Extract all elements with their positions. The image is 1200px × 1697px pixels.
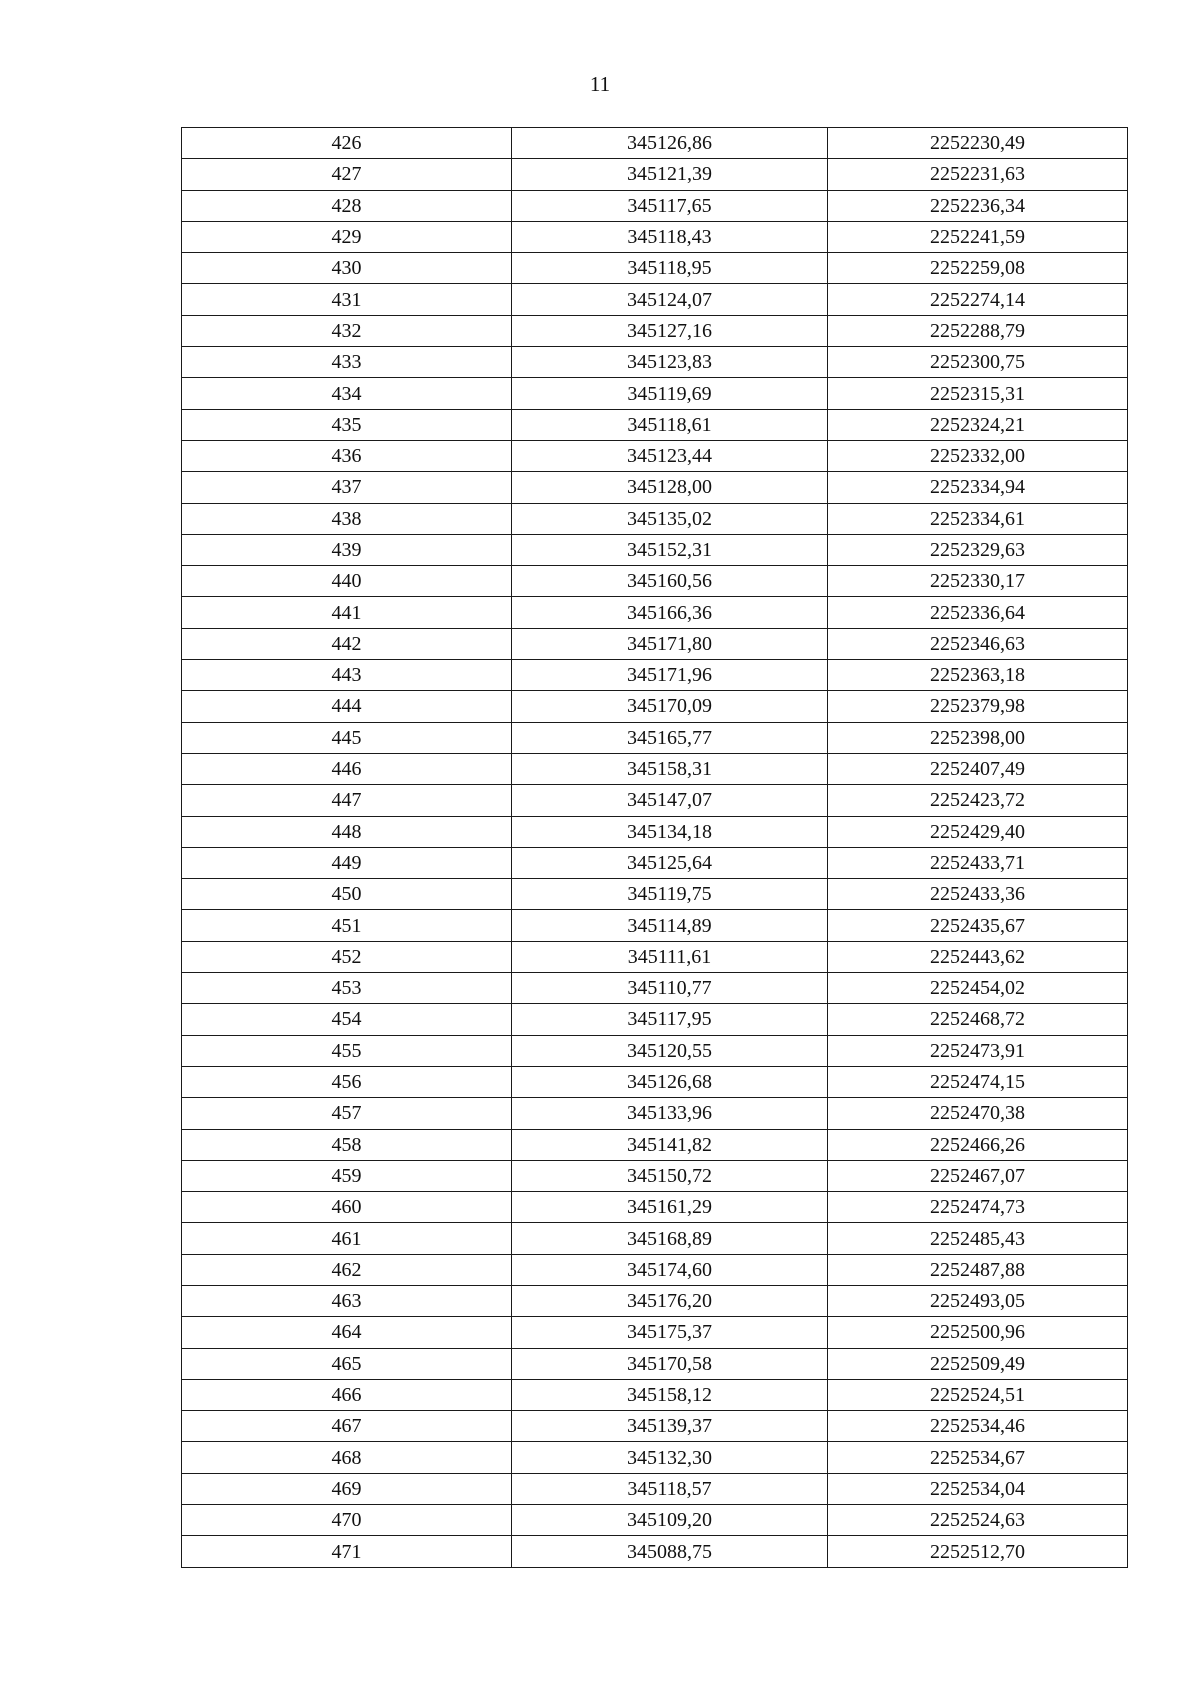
point-number-cell: 434 bbox=[182, 378, 512, 409]
table-row bbox=[182, 253, 1128, 284]
point-number-cell: 466 bbox=[182, 1379, 512, 1410]
x-coordinate-cell: 345127,16 bbox=[512, 315, 828, 346]
point-number-cell: 431 bbox=[182, 284, 512, 315]
point-number-cell: 468 bbox=[182, 1442, 512, 1473]
y-coordinate-cell: 2252332,00 bbox=[828, 440, 1128, 471]
x-coordinate-cell: 345171,80 bbox=[512, 628, 828, 659]
point-number-cell: 471 bbox=[182, 1536, 512, 1567]
point-number-cell: 444 bbox=[182, 691, 512, 722]
y-coordinate-cell: 2252443,62 bbox=[828, 941, 1128, 972]
table-row bbox=[182, 816, 1128, 847]
x-coordinate-cell: 345152,31 bbox=[512, 534, 828, 565]
table-row bbox=[182, 1223, 1128, 1254]
y-coordinate-cell: 2252330,17 bbox=[828, 566, 1128, 597]
y-coordinate-cell: 2252435,67 bbox=[828, 910, 1128, 941]
x-coordinate-cell: 345109,20 bbox=[512, 1505, 828, 1536]
y-coordinate-cell: 2252324,21 bbox=[828, 409, 1128, 440]
y-coordinate-cell: 2252524,63 bbox=[828, 1505, 1128, 1536]
point-number-cell: 426 bbox=[182, 128, 512, 159]
x-coordinate-cell: 345111,61 bbox=[512, 941, 828, 972]
y-coordinate-cell: 2252470,38 bbox=[828, 1098, 1128, 1129]
y-coordinate-cell: 2252230,49 bbox=[828, 128, 1128, 159]
x-coordinate-cell: 345126,86 bbox=[512, 128, 828, 159]
x-coordinate-cell: 345161,29 bbox=[512, 1192, 828, 1223]
y-coordinate-cell: 2252500,96 bbox=[828, 1317, 1128, 1348]
point-number-cell: 447 bbox=[182, 785, 512, 816]
table-row bbox=[182, 1536, 1128, 1567]
x-coordinate-cell: 345120,55 bbox=[512, 1035, 828, 1066]
x-coordinate-cell: 345135,02 bbox=[512, 503, 828, 534]
point-number-cell: 452 bbox=[182, 941, 512, 972]
table-row bbox=[182, 440, 1128, 471]
table-row bbox=[182, 1473, 1128, 1504]
y-coordinate-cell: 2252363,18 bbox=[828, 660, 1128, 691]
point-number-cell: 440 bbox=[182, 566, 512, 597]
y-coordinate-cell: 2252288,79 bbox=[828, 315, 1128, 346]
x-coordinate-cell: 345165,77 bbox=[512, 722, 828, 753]
y-coordinate-cell: 2252236,34 bbox=[828, 190, 1128, 221]
x-coordinate-cell: 345128,00 bbox=[512, 472, 828, 503]
table-row bbox=[182, 1254, 1128, 1285]
table-row bbox=[182, 722, 1128, 753]
point-number-cell: 461 bbox=[182, 1223, 512, 1254]
table-row bbox=[182, 1317, 1128, 1348]
y-coordinate-cell: 2252512,70 bbox=[828, 1536, 1128, 1567]
y-coordinate-cell: 2252534,46 bbox=[828, 1411, 1128, 1442]
table-row bbox=[182, 1411, 1128, 1442]
y-coordinate-cell: 2252334,94 bbox=[828, 472, 1128, 503]
y-coordinate-cell: 2252346,63 bbox=[828, 628, 1128, 659]
table-row bbox=[182, 1004, 1128, 1035]
point-number-cell: 448 bbox=[182, 816, 512, 847]
y-coordinate-cell: 2252334,61 bbox=[828, 503, 1128, 534]
x-coordinate-cell: 345110,77 bbox=[512, 973, 828, 1004]
x-coordinate-cell: 345124,07 bbox=[512, 284, 828, 315]
table-row bbox=[182, 973, 1128, 1004]
point-number-cell: 451 bbox=[182, 910, 512, 941]
point-number-cell: 432 bbox=[182, 315, 512, 346]
table-row bbox=[182, 1098, 1128, 1129]
x-coordinate-cell: 345171,96 bbox=[512, 660, 828, 691]
x-coordinate-cell: 345150,72 bbox=[512, 1160, 828, 1191]
table-row bbox=[182, 753, 1128, 784]
point-number-cell: 433 bbox=[182, 347, 512, 378]
y-coordinate-cell: 2252454,02 bbox=[828, 973, 1128, 1004]
x-coordinate-cell: 345133,96 bbox=[512, 1098, 828, 1129]
table-row bbox=[182, 190, 1128, 221]
y-coordinate-cell: 2252473,91 bbox=[828, 1035, 1128, 1066]
table-row bbox=[182, 1129, 1128, 1160]
point-number-cell: 462 bbox=[182, 1254, 512, 1285]
x-coordinate-cell: 345114,89 bbox=[512, 910, 828, 941]
table-row bbox=[182, 503, 1128, 534]
point-number-cell: 439 bbox=[182, 534, 512, 565]
table-row bbox=[182, 628, 1128, 659]
x-coordinate-cell: 345141,82 bbox=[512, 1129, 828, 1160]
x-coordinate-cell: 345123,44 bbox=[512, 440, 828, 471]
point-number-cell: 427 bbox=[182, 159, 512, 190]
y-coordinate-cell: 2252336,64 bbox=[828, 597, 1128, 628]
point-number-cell: 454 bbox=[182, 1004, 512, 1035]
x-coordinate-cell: 345160,56 bbox=[512, 566, 828, 597]
x-coordinate-cell: 345119,75 bbox=[512, 879, 828, 910]
y-coordinate-cell: 2252231,63 bbox=[828, 159, 1128, 190]
point-number-cell: 458 bbox=[182, 1129, 512, 1160]
y-coordinate-cell: 2252433,71 bbox=[828, 847, 1128, 878]
table-row bbox=[182, 221, 1128, 252]
page-number: 11 bbox=[589, 72, 611, 96]
y-coordinate-cell: 2252433,36 bbox=[828, 879, 1128, 910]
x-coordinate-cell: 345176,20 bbox=[512, 1285, 828, 1316]
coordinates-table bbox=[181, 127, 1128, 1568]
y-coordinate-cell: 2252474,73 bbox=[828, 1192, 1128, 1223]
point-number-cell: 460 bbox=[182, 1192, 512, 1223]
point-number-cell: 429 bbox=[182, 221, 512, 252]
y-coordinate-cell: 2252474,15 bbox=[828, 1066, 1128, 1097]
y-coordinate-cell: 2252467,07 bbox=[828, 1160, 1128, 1191]
y-coordinate-cell: 2252487,88 bbox=[828, 1254, 1128, 1285]
table-row bbox=[182, 910, 1128, 941]
table-row bbox=[182, 128, 1128, 159]
point-number-cell: 438 bbox=[182, 503, 512, 534]
y-coordinate-cell: 2252315,31 bbox=[828, 378, 1128, 409]
y-coordinate-cell: 2252423,72 bbox=[828, 785, 1128, 816]
point-number-cell: 455 bbox=[182, 1035, 512, 1066]
point-number-cell: 443 bbox=[182, 660, 512, 691]
point-number-cell: 445 bbox=[182, 722, 512, 753]
y-coordinate-cell: 2252429,40 bbox=[828, 816, 1128, 847]
x-coordinate-cell: 345118,57 bbox=[512, 1473, 828, 1504]
x-coordinate-cell: 345119,69 bbox=[512, 378, 828, 409]
table-row bbox=[182, 1035, 1128, 1066]
x-coordinate-cell: 345117,65 bbox=[512, 190, 828, 221]
coordinates-table-body bbox=[182, 128, 1128, 1568]
x-coordinate-cell: 345126,68 bbox=[512, 1066, 828, 1097]
x-coordinate-cell: 345118,43 bbox=[512, 221, 828, 252]
table-row bbox=[182, 1285, 1128, 1316]
y-coordinate-cell: 2252534,04 bbox=[828, 1473, 1128, 1504]
table-row bbox=[182, 660, 1128, 691]
table-row bbox=[182, 597, 1128, 628]
x-coordinate-cell: 345158,31 bbox=[512, 753, 828, 784]
point-number-cell: 470 bbox=[182, 1505, 512, 1536]
y-coordinate-cell: 2252509,49 bbox=[828, 1348, 1128, 1379]
point-number-cell: 436 bbox=[182, 440, 512, 471]
point-number-cell: 446 bbox=[182, 753, 512, 784]
x-coordinate-cell: 345168,89 bbox=[512, 1223, 828, 1254]
point-number-cell: 450 bbox=[182, 879, 512, 910]
y-coordinate-cell: 2252485,43 bbox=[828, 1223, 1128, 1254]
point-number-cell: 469 bbox=[182, 1473, 512, 1504]
x-coordinate-cell: 345125,64 bbox=[512, 847, 828, 878]
table-row bbox=[182, 566, 1128, 597]
x-coordinate-cell: 345118,61 bbox=[512, 409, 828, 440]
x-coordinate-cell: 345170,09 bbox=[512, 691, 828, 722]
table-row bbox=[182, 1348, 1128, 1379]
table-row bbox=[182, 941, 1128, 972]
point-number-cell: 465 bbox=[182, 1348, 512, 1379]
x-coordinate-cell: 345123,83 bbox=[512, 347, 828, 378]
x-coordinate-cell: 345147,07 bbox=[512, 785, 828, 816]
x-coordinate-cell: 345117,95 bbox=[512, 1004, 828, 1035]
y-coordinate-cell: 2252468,72 bbox=[828, 1004, 1128, 1035]
table-row bbox=[182, 691, 1128, 722]
table-row bbox=[182, 1505, 1128, 1536]
point-number-cell: 463 bbox=[182, 1285, 512, 1316]
x-coordinate-cell: 345132,30 bbox=[512, 1442, 828, 1473]
x-coordinate-cell: 345121,39 bbox=[512, 159, 828, 190]
table-row bbox=[182, 472, 1128, 503]
x-coordinate-cell: 345166,36 bbox=[512, 597, 828, 628]
y-coordinate-cell: 2252534,67 bbox=[828, 1442, 1128, 1473]
x-coordinate-cell: 345088,75 bbox=[512, 1536, 828, 1567]
table-row bbox=[182, 847, 1128, 878]
table-row bbox=[182, 879, 1128, 910]
point-number-cell: 456 bbox=[182, 1066, 512, 1097]
y-coordinate-cell: 2252274,14 bbox=[828, 284, 1128, 315]
y-coordinate-cell: 2252379,98 bbox=[828, 691, 1128, 722]
table-row bbox=[182, 1379, 1128, 1410]
y-coordinate-cell: 2252300,75 bbox=[828, 347, 1128, 378]
y-coordinate-cell: 2252407,49 bbox=[828, 753, 1128, 784]
point-number-cell: 459 bbox=[182, 1160, 512, 1191]
table-row bbox=[182, 378, 1128, 409]
y-coordinate-cell: 2252466,26 bbox=[828, 1129, 1128, 1160]
point-number-cell: 428 bbox=[182, 190, 512, 221]
point-number-cell: 453 bbox=[182, 973, 512, 1004]
y-coordinate-cell: 2252329,63 bbox=[828, 534, 1128, 565]
x-coordinate-cell: 345175,37 bbox=[512, 1317, 828, 1348]
point-number-cell: 441 bbox=[182, 597, 512, 628]
table-row bbox=[182, 159, 1128, 190]
table-row bbox=[182, 409, 1128, 440]
x-coordinate-cell: 345174,60 bbox=[512, 1254, 828, 1285]
y-coordinate-cell: 2252524,51 bbox=[828, 1379, 1128, 1410]
point-number-cell: 449 bbox=[182, 847, 512, 878]
point-number-cell: 430 bbox=[182, 253, 512, 284]
point-number-cell: 467 bbox=[182, 1411, 512, 1442]
table-row bbox=[182, 534, 1128, 565]
point-number-cell: 437 bbox=[182, 472, 512, 503]
table-row bbox=[182, 1192, 1128, 1223]
x-coordinate-cell: 345139,37 bbox=[512, 1411, 828, 1442]
point-number-cell: 464 bbox=[182, 1317, 512, 1348]
table-row bbox=[182, 785, 1128, 816]
x-coordinate-cell: 345134,18 bbox=[512, 816, 828, 847]
y-coordinate-cell: 2252241,59 bbox=[828, 221, 1128, 252]
x-coordinate-cell: 345118,95 bbox=[512, 253, 828, 284]
table-row bbox=[182, 1066, 1128, 1097]
y-coordinate-cell: 2252398,00 bbox=[828, 722, 1128, 753]
table-row bbox=[182, 347, 1128, 378]
y-coordinate-cell: 2252259,08 bbox=[828, 253, 1128, 284]
x-coordinate-cell: 345170,58 bbox=[512, 1348, 828, 1379]
point-number-cell: 457 bbox=[182, 1098, 512, 1129]
point-number-cell: 442 bbox=[182, 628, 512, 659]
table-row bbox=[182, 1160, 1128, 1191]
table-row bbox=[182, 284, 1128, 315]
point-number-cell: 435 bbox=[182, 409, 512, 440]
x-coordinate-cell: 345158,12 bbox=[512, 1379, 828, 1410]
table-row bbox=[182, 1442, 1128, 1473]
y-coordinate-cell: 2252493,05 bbox=[828, 1285, 1128, 1316]
table-row bbox=[182, 315, 1128, 346]
